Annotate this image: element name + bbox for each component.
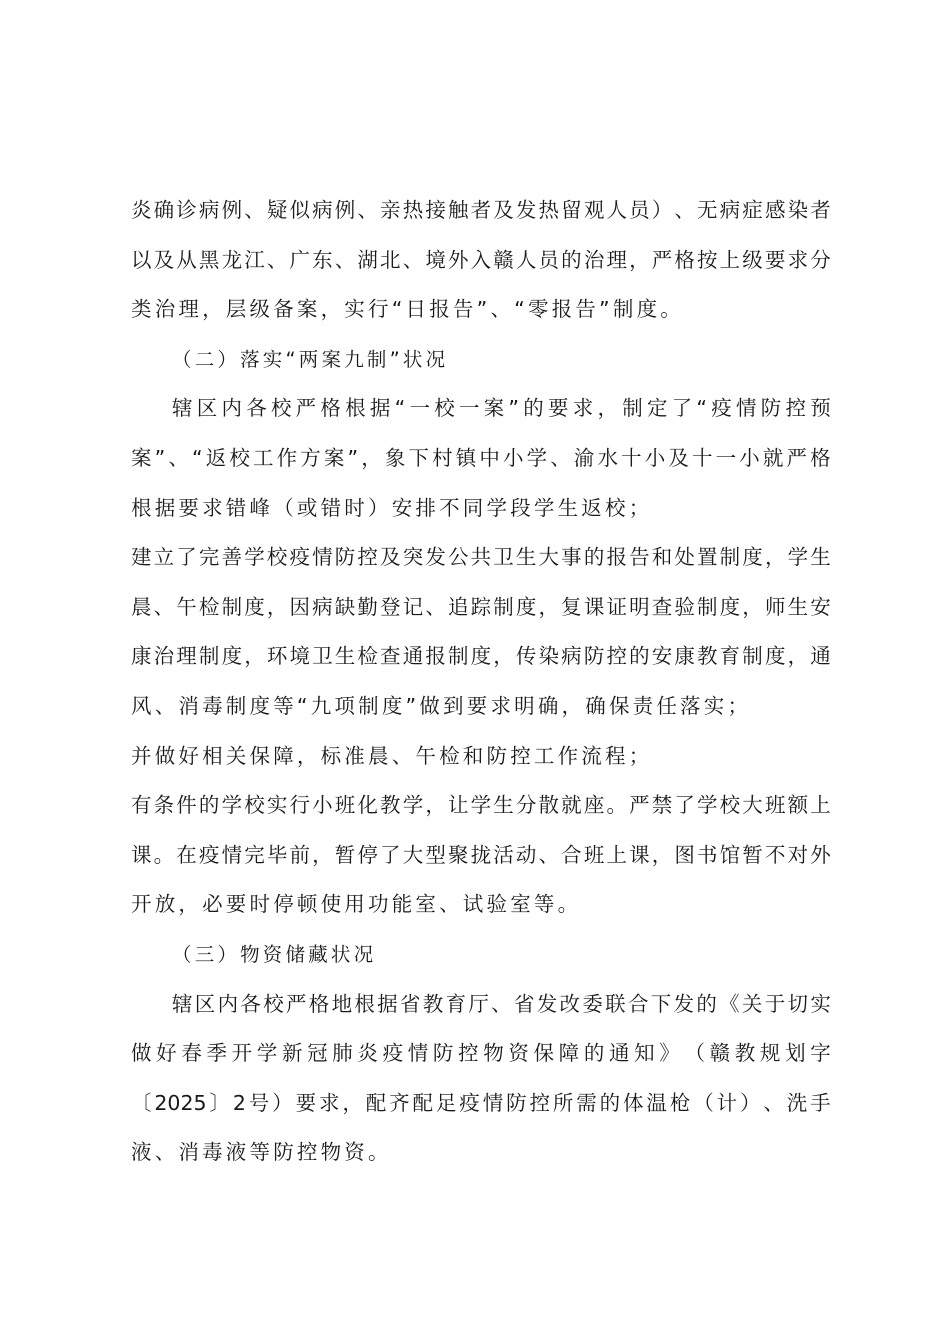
text-line: （二）落实“两案九制”状况 [172, 347, 449, 371]
text-line: 炎 确 诊 病 例 、 疑 似 病 例 、 亲 热 接 触 者 及 发 热 留 观 人 员 ） 、 无 病 症 感 染 者 [131, 198, 831, 222]
text-line: 有 条 件 的 学 校 实 行 小 班 化 教 学 ， 让 学 生 分 散 就 座 。 严 禁 了 学 校 大 班 额 上 [131, 793, 831, 818]
paragraph [131, 732, 831, 782]
paragraph [131, 186, 831, 335]
paragraph [131, 781, 831, 930]
paragraph [131, 384, 831, 533]
text-line: 风、消毒制度等“九项制度”做到要求明确，确保责任落实； [131, 693, 752, 718]
text-line: 案 ” 、 “ 返 校 工 作 方 案 ” ， 象 下 村 镇 中 小 学 、 渝 水 十 小 及 十 一 小 就 严 格 [131, 445, 831, 470]
text-line: 液、消毒液等防控物资。 [131, 1140, 392, 1165]
text-line: 辖 区 内 各 校 严 格 根 据 “ 一 校 一 案 ” 的 要 求 ， 制 定 了 “ 疫 情 防 控 预 [172, 396, 831, 421]
text-line: 康 治 理 制 度 ， 环 境 卫 生 检 查 通 报 制 度 ， 传 染 病 防 控 的 安 康 教 育 制 度 ， 通 [131, 644, 831, 669]
text-line: 〔 2025 〕 2 号 ） 要 求 ， 配 齐 配 足 疫 情 防 控 所 需 的 体 温 枪 （ 计 ） 、 洗 手 [131, 1090, 831, 1115]
text-line: 类治理，层级备案，实行“日报告”、“零报告”制度。 [131, 297, 684, 322]
text-line: 建 立 了 完 善 学 校 疫 情 防 控 及 突 发 公 共 卫 生 大 事 的 报 告 和 处 置 制 度 ， 学 生 [131, 545, 831, 570]
text-line: 并做好相关保障，标准晨、午检和防控工作流程； [131, 743, 653, 768]
paragraph [131, 980, 831, 1178]
text-line: 开放，必要时停顿使用功能室、试验室等。 [131, 892, 582, 917]
section-heading [131, 930, 831, 980]
text-line: 课 。 在 疫 情 完 毕 前 ， 暂 停 了 大 型 聚 拢 活 动 、 合 班 上 课 ， 图 书 馆 暂 不 对 外 [131, 842, 831, 867]
text-line: 以 及 从 黑 龙 江 、 广 东 、 湖 北 、 境 外 入 赣 人 员 的 治 理 ， 严 格 按 上 级 要 求 分 [131, 247, 831, 272]
text-line: 根据要求错峰（或错时）安排不同学段学生返校； [131, 495, 653, 520]
paragraph [131, 533, 831, 731]
document-body [131, 186, 831, 1178]
text-line: 辖 区 内 各 校 严 格 地 根 据 省 教 育 厅 、 省 发 改 委 联 合 下 发 的 《 关 于 切 实 [172, 991, 831, 1016]
text-line: （三）物资储藏状况 [172, 942, 377, 966]
text-line: 做 好 春 季 开 学 新 冠 肺 炎 疫 情 防 控 物 资 保 障 的 通 知 》 （ 赣 教 规 划 字 [131, 1041, 831, 1066]
section-heading [131, 335, 831, 385]
text-line: 晨 、 午 检 制 度 ， 因 病 缺 勤 登 记 、 追 踪 制 度 ， 复 课 证 明 查 验 制 度 ， 师 生 安 [131, 594, 831, 619]
